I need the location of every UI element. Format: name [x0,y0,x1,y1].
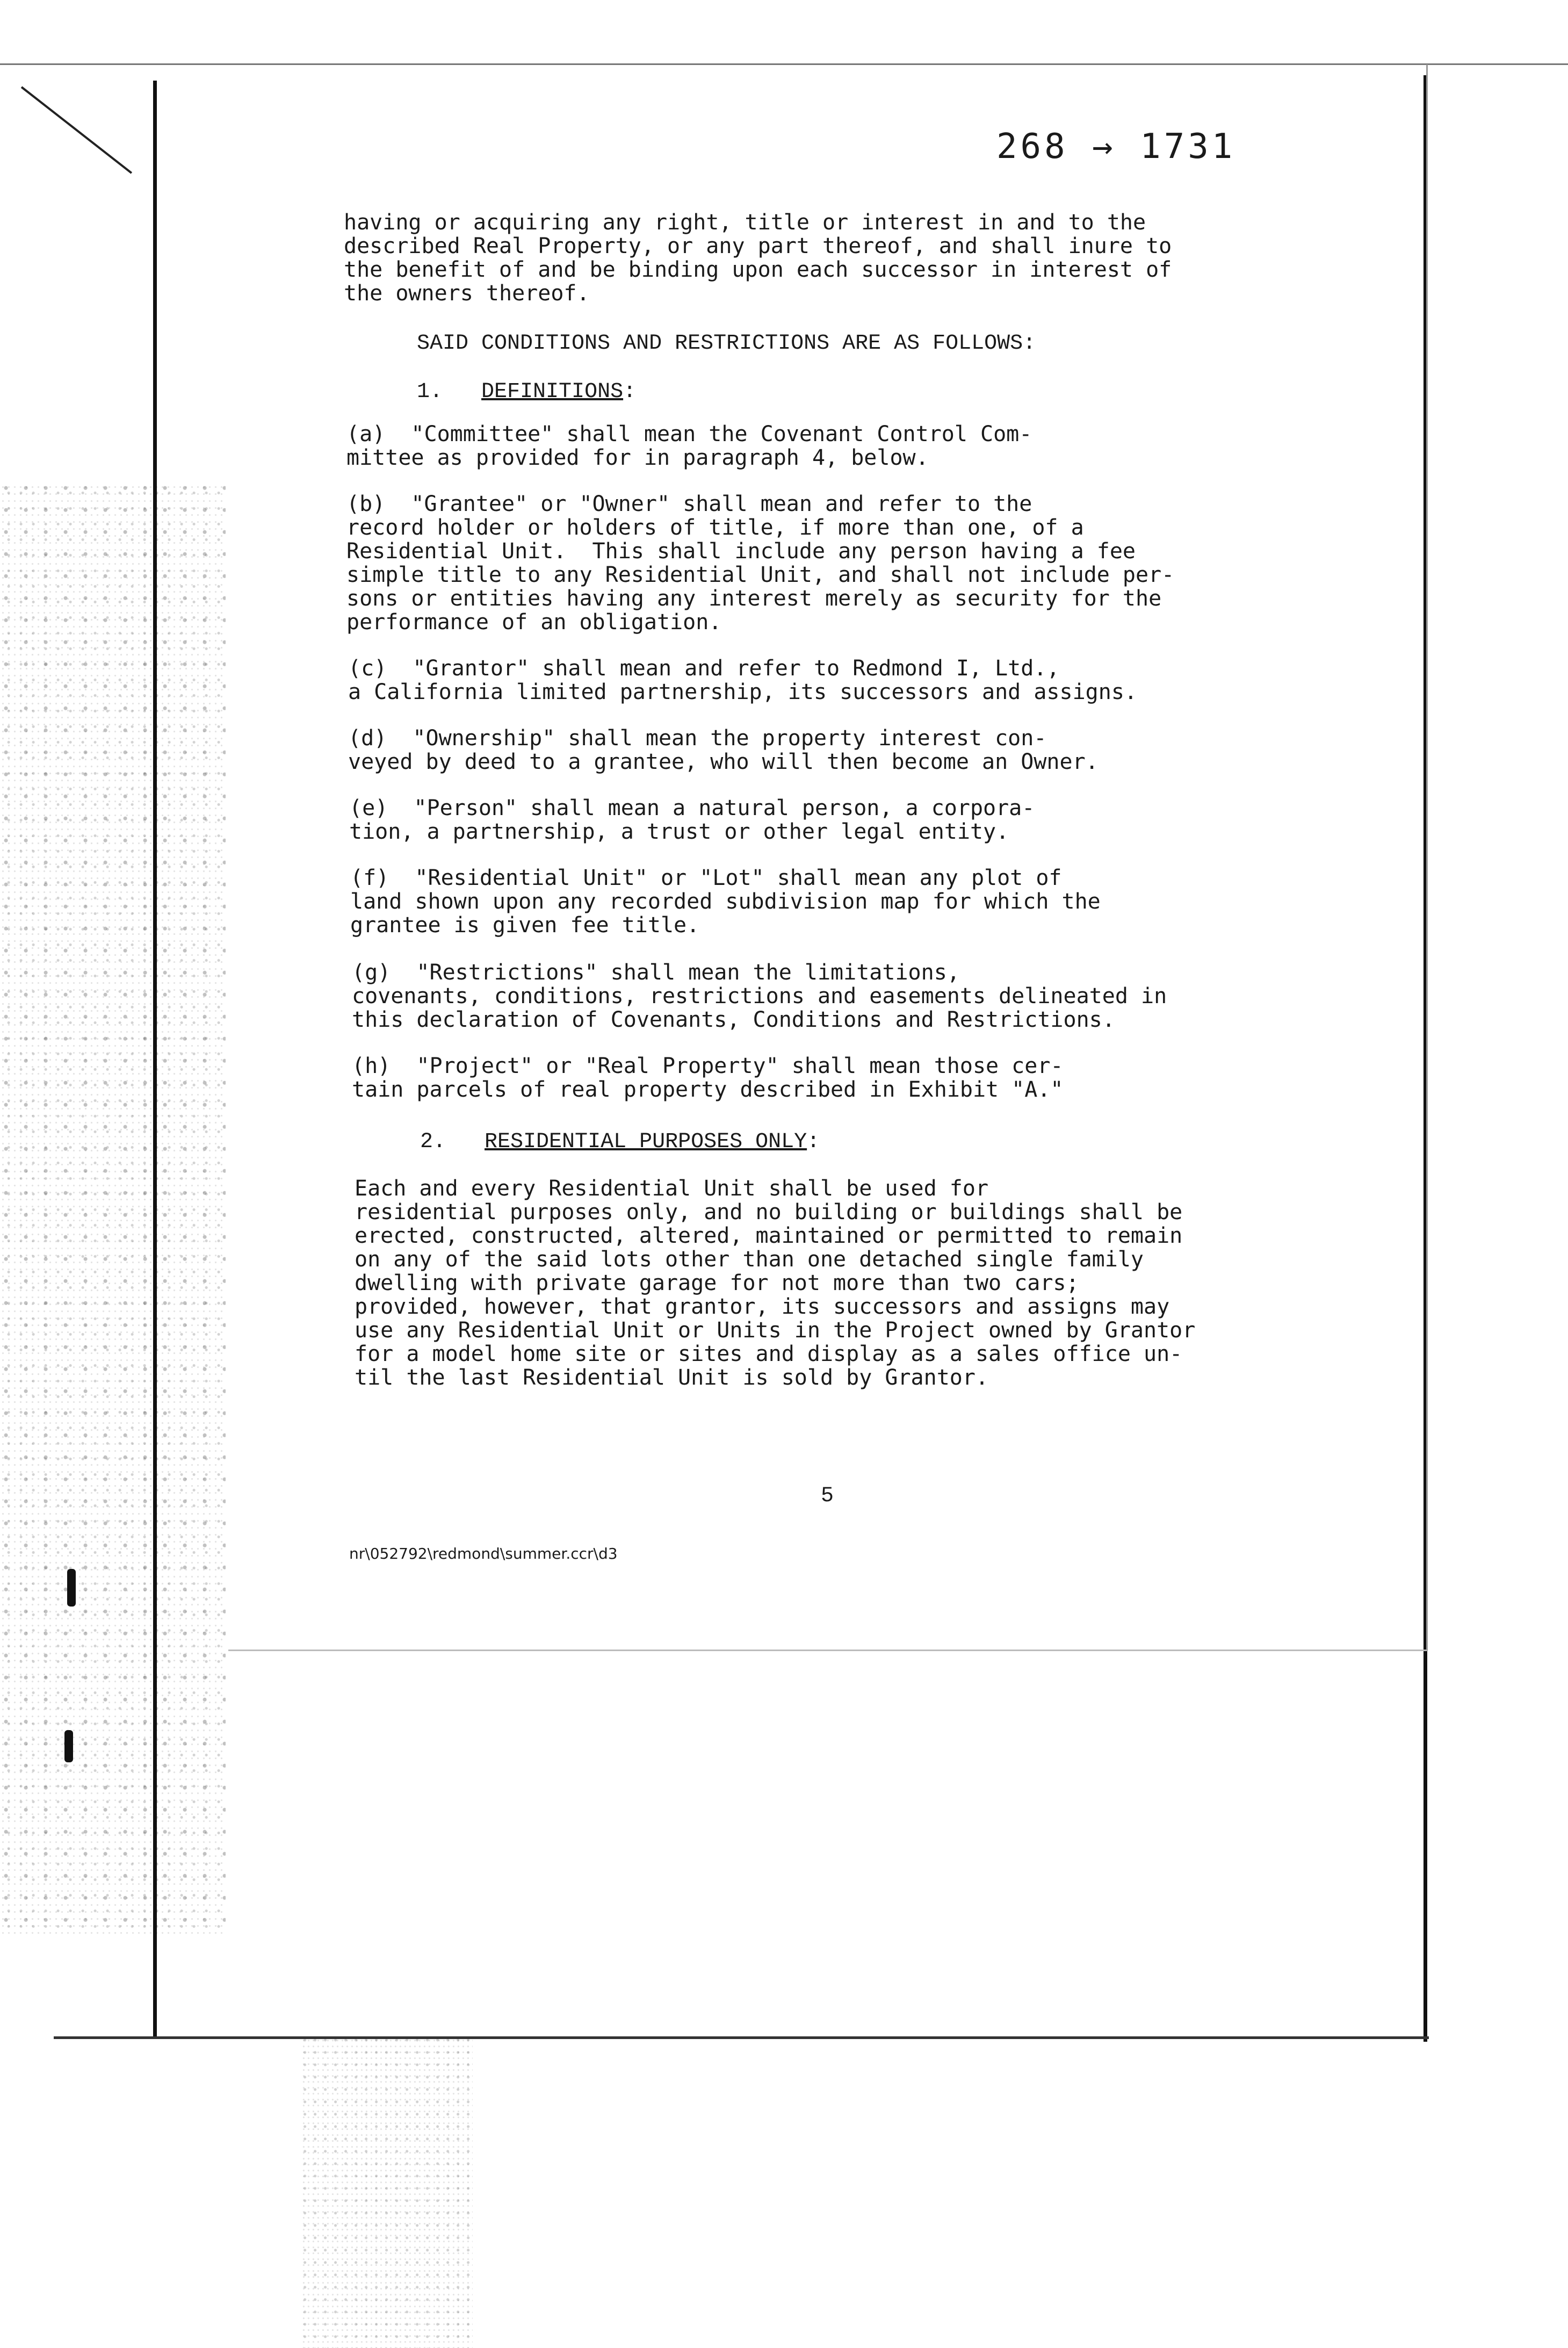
scan-corner-mark [21,86,132,174]
definition-d: (d) "Ownership" shall mean the property interest con- veyed by deed to a grantee, who will then become an Owner. [348,726,1099,774]
intro-paragraph: having or acquiring any right, title or interest in and to the described Real Property, or any part thereof, and shall inure to the benefit of and be binding upon each successor in interest of the owners thereof. [344,210,1172,306]
section-1-heading [417,380,636,404]
scan-bottom-border [54,2036,1429,2039]
definition-a: (a) "Committee" shall mean the Covenant Control Com- mittee as provided for in paragraph 4, below. [346,422,1032,470]
scan-noise-left [0,484,226,1934]
definition-g: (g) "Restrictions" shall mean the limitations, covenants, conditions, restrictions and easements delineated in this declaration of Covenants, Conditions and Restrictions. [352,960,1167,1032]
definition-c: (c) "Grantor" shall mean and refer to Redmond I, Ltd., a California limited partnership, its successors and assigns. [348,656,1138,704]
section-1-number: 1. [417,380,443,404]
section-2-heading [420,1130,820,1154]
definition-e: (e) "Person" shall mean a natural person, a corpora- tion, a partnership, a trust or other legal entity. [349,796,1035,844]
section-2-title: RESIDENTIAL PURPOSES ONLY [485,1130,807,1154]
scan-noise-bottom [301,2036,473,2348]
section-2-colon: : [807,1130,820,1154]
section-1-colon: : [623,380,637,404]
definition-f: (f) "Residential Unit" or "Lot" shall mean any plot of land shown upon any recorded subdivision map for which the grantee is given fee title. [350,866,1101,938]
conditions-heading: SAID CONDITIONS AND RESTRICTIONS ARE AS FOLLOWS: [417,332,1036,356]
definition-b: (b) "Grantee" or "Owner" shall mean and refer to the record holder or holders of title, if more than one, of a Residential Unit. This shall include any person having a fee simple title to any Residential Unit, and shall not include per- sons or entities having any interest merely as security for the performance of an obligation. [346,492,1175,635]
scan-blot [64,1730,73,1762]
section-2-number: 2. [420,1130,446,1154]
recording-page-reference: 268 → 1731 [996,127,1236,167]
section-1-title: DEFINITIONS [481,380,624,404]
scan-blot [67,1569,76,1607]
section-2-body: Each and every Residential Unit shall be used for residential purposes only, and no building or buildings shall be erected, constructed, altered, maintained or permitted to remain on any of the said lots other than one detached single family dwelling with private garage for not more than two cars; provided, however, that grantor, its successors and assigns may use any Residential Unit or Units in the Project owned by Grantor for a model home site or sites and display as a sales office un- til the last Residential Unit is sold by Grantor. [355,1176,1196,1390]
page-number: 5 [821,1484,834,1508]
definition-h: (h) "Project" or "Real Property" shall mean those cer- tain parcels of real property described in Exhibit "A." [352,1054,1064,1102]
file-path-reference: nr\052792\redmond\summer.ccr\d3 [349,1545,618,1562]
